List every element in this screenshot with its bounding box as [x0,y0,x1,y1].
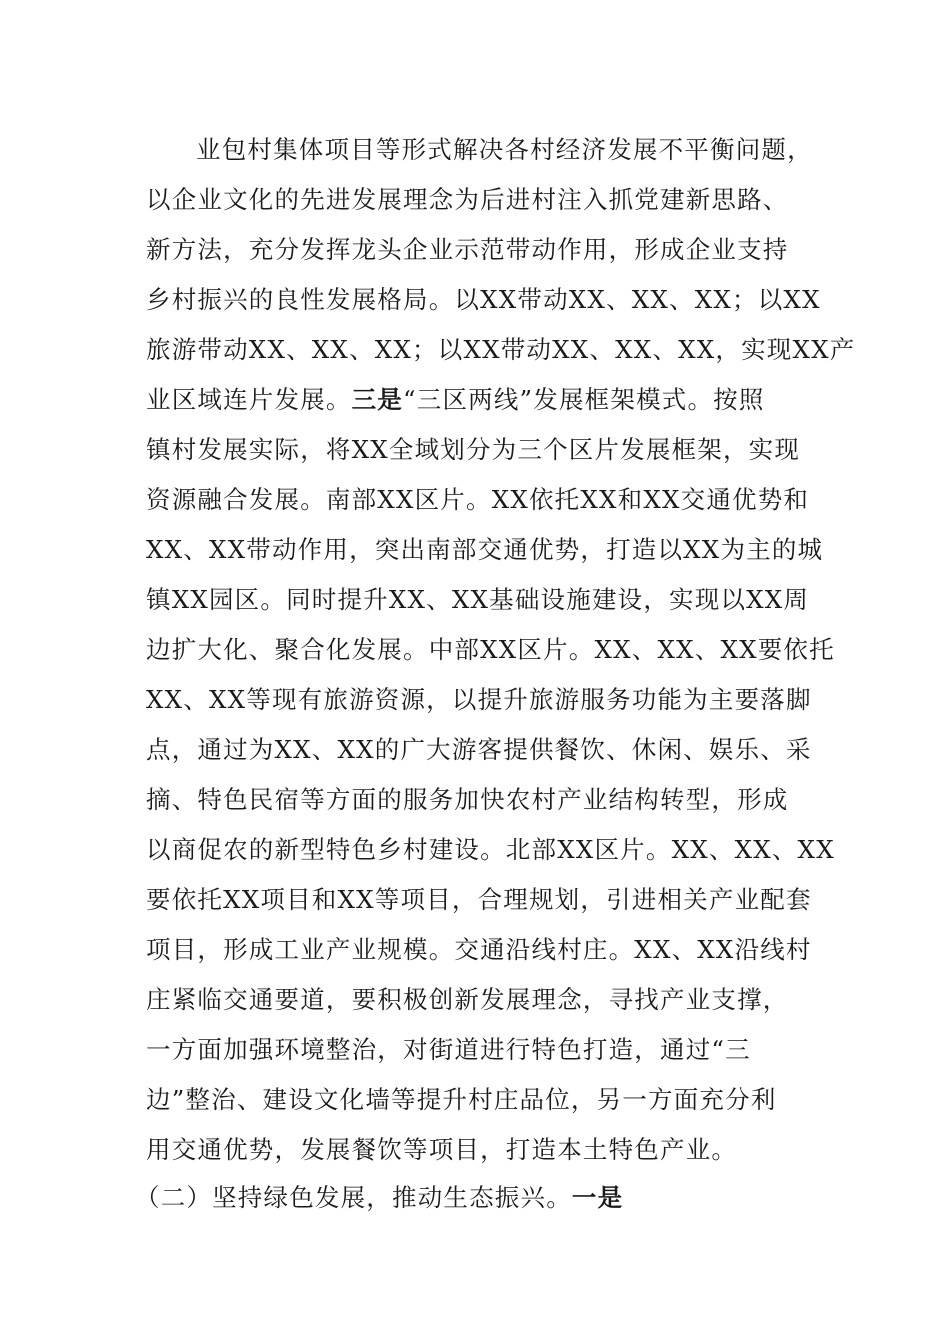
text-line: 一方面加强环境整治，对街道进行特色打造，通过“三 [146,1035,751,1064]
text-line: 镇村发展实际，将XX全域划分为三个区片发展框架，实现 [146,435,801,464]
text-line: 要依托XX项目和XX等项目，合理规划，引进相关产业配套 [146,885,812,914]
text-line: 庄紧临交通要道，要积极创新发展理念，寻找产业支撑， [146,985,789,1014]
text-line: 边”整治、建设文化墙等提升村庄品位，另一方面充分利 [146,1085,777,1114]
text-line: 业包村集体项目等形式解决各村经济发展不平衡问题， [196,135,813,164]
text-line: 边扩大化、聚合化发展。中部XX区片。XX、XX、XX要依托 [146,635,835,664]
text-line [146,385,765,415]
text-line: 资源融合发展。南部XX区片。XX依托XX和XX交通优势和 [146,485,810,514]
text-line: 以商促农的新型特色乡村建设。北部XX区片。XX、XX、XX [146,835,835,864]
text-line: 镇XX园区。同时提升XX、XX基础设施建设，实现以XX周 [146,585,810,614]
text-line: 新方法，充分发挥龙头企业示范带动作用，形成企业支持 [146,235,789,264]
text-line: XX、XX等现有旅游资源，以提升旅游服务功能为主要落脚 [146,685,812,714]
text-segment: “三区两线”发展框架模式。按照 [403,385,765,414]
section-heading [135,1183,623,1213]
text-line: 项目，形成工业产业规模。交通沿线村庄。XX、XX沿线村 [146,935,812,964]
text-line: 摘、特色民宿等方面的服务加快农村产业结构转型，形成 [146,785,789,814]
text-line: 用交通优势，发展餐饮等项目，打造本土特色产业。 [146,1135,738,1164]
bold-marker: 三是 [351,385,404,414]
text-line: 以企业文化的先进发展理念为后进村注入抓党建新思路、 [146,185,789,214]
bold-marker: 一是 [571,1183,624,1212]
text-line: 旅游带动XX、XX、XX；以XX带动XX、XX、XX，实现XX产 [146,335,856,364]
text-line: XX、XX带动作用，突出南部交通优势，打造以XX为主的城 [146,535,824,564]
heading-text: （二）坚持绿色发展，推动生态振兴。 [135,1183,572,1212]
text-segment: 业区域连片发展。 [146,385,352,414]
text-line: 乡村振兴的良性发展格局。以XX带动XX、XX、XX；以XX [146,285,821,314]
text-line: 点，通过为XX、XX的广大游客提供餐饮、休闲、娱乐、采 [146,735,812,764]
